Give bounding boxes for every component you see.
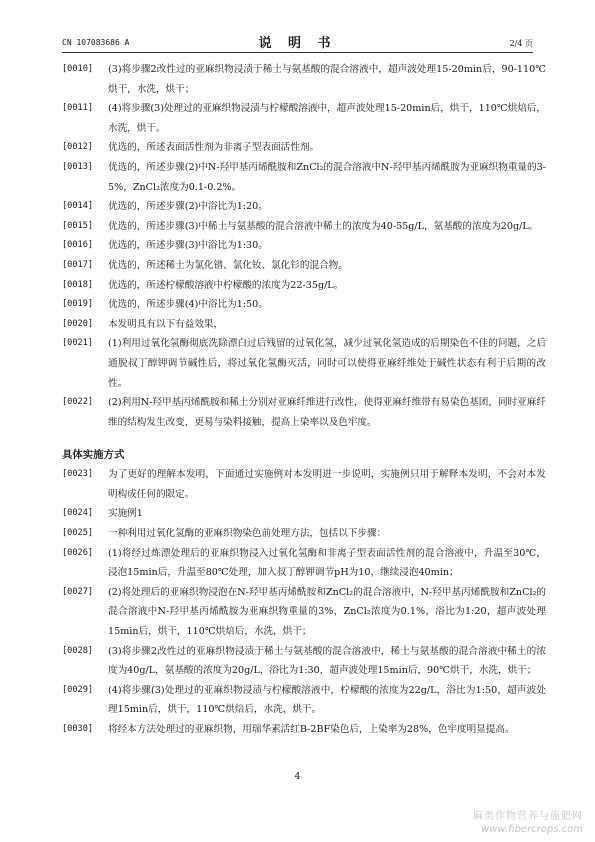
paragraph-number: [0029] (62, 684, 94, 695)
paragraph-number: [0023] (62, 469, 94, 480)
paragraph-text: 优选的，所述表面活性剂为非离子型表面活性剂。 (108, 142, 320, 154)
paragraph (62, 315, 546, 335)
paragraph-number: [0022] (62, 397, 94, 408)
paragraph (62, 276, 546, 296)
paragraph (62, 256, 546, 276)
paragraph-text: 优选的，所述步骤(3)中浴比为1:30。 (108, 240, 268, 252)
paragraph-number: [0011] (62, 103, 94, 114)
page-number: 4 (294, 772, 301, 782)
page-header (62, 32, 533, 53)
paragraph-number: [0016] (62, 240, 94, 251)
paragraph-text: (2)将处理后的亚麻织物浸泡在N-羟甲基丙烯酰胺和ZnCl₂的混合溶液中，N-羟甲基丙烯酰胺和ZnCl₂的混合溶液中N-羟甲基丙烯酰胺为亚麻织物重量的3%，ZnCl₂浓度为0.1%，浴比为1:20，超声波处理15min后，烘干，110℃烘焙后，水洗，烘干； (108, 586, 546, 638)
paragraph-text: (4)将步骤(3)处理过的亚麻织物浸渍与柠檬酸溶液中，超声波处理15-20min后，烘干，110℃烘焙后，水洗，烘干。 (108, 103, 547, 134)
watermark-site-name: 麻类作物营养与施肥网 (473, 811, 583, 822)
paragraph (62, 158, 546, 197)
paragraph (62, 236, 546, 256)
paragraph-text: (2)利用N-羟甲基丙烯酰胺和稀土分别对亚麻纤维进行改性，使得亚麻纤维带有易染色基团，同时亚麻纤维的结构发生改变，更易与染料接触，提高上染率以及色牢度。 (108, 397, 546, 428)
section-title: 具体实施方式 (62, 449, 125, 462)
paragraph (62, 642, 546, 681)
paragraph-number: [0018] (62, 279, 94, 290)
paragraph-text: 优选的，所述步骤(3)中稀土与氨基酸的混合溶液中稀土的浓度为40-55g/L，氨基酸的浓度为20g/L。 (108, 220, 539, 232)
paragraph-number: [0017] (62, 259, 94, 270)
paragraph (62, 504, 546, 524)
paragraph-text: 本发明具有以下有益效果， (108, 318, 224, 330)
paragraph (62, 197, 546, 217)
paragraph-text: 实施例1 (108, 508, 143, 520)
paragraph-text: (3)将步骤2改性过的亚麻织物浸渍于稀土与氨基酸的混合溶液中，稀土与氨基酸的混合溶液中稀土的浓度为40g/L，氨基酸的浓度为20g/L，浴比为1:30，超声波处理15min后，90℃烘干，水洗，烘干； (108, 645, 546, 677)
paragraph-number: [0024] (62, 508, 94, 519)
paragraph-number: [0010] (62, 64, 94, 74)
paragraph-number: [0012] (62, 142, 94, 153)
paragraph (62, 393, 546, 432)
paragraph (62, 217, 546, 237)
watermark (473, 810, 583, 836)
watermark-url: www.fibercrops.com (481, 824, 583, 835)
paragraph-text: 一种利用过氧化氢酶的亚麻织物染色前处理方法，包括以下步骤： (108, 528, 387, 540)
paragraph-text: 优选的，所述稀土为氯化镨、氯化钕、氯化钐的混合物。 (108, 259, 348, 271)
page-info: 2/4 页 (509, 39, 533, 48)
document-type-title: 说 明 书 (258, 36, 337, 51)
paragraph-list-bottom (62, 465, 546, 739)
paragraph-text: 优选的，所述步骤(2)中浴比为1:20。 (108, 201, 268, 213)
paragraph-number: [0013] (62, 161, 94, 172)
paragraph (62, 138, 546, 158)
paragraph-number: [0021] (62, 338, 94, 349)
paragraph-text: 优选的，所述步骤(2)中N-羟甲基丙烯酰胺和ZnCl₂的混合溶液中N-羟甲基丙烯酰胺为亚麻织物重量的3-5%，ZnCl₂浓度为0.1-0.2%。 (108, 161, 546, 193)
paragraph-list-top (62, 60, 546, 432)
document-body (62, 60, 546, 740)
paragraph-text: 优选的，所述步骤(4)中浴比为1:50。 (108, 299, 268, 311)
paragraph-text: (1)利用过氧化氢酶彻底洗除漂白过后残留的过氧化氢，减少过氧化氢造成的后期染色不佳的问题，之后通脱叔丁醇钾调节碱性后，将过氧化氢酶灭活，同时可以使得亚麻纤维处于碱性状态有利于后期的改性。 (108, 338, 546, 389)
paragraph-number: [0026] (62, 547, 94, 558)
paragraph-text: (4)将步骤(3)处理过的亚麻织物浸渍与柠檬酸溶液中，柠檬酸的浓度为22g/L，浴比为1:50，超声波处理15min后，烘干，110℃烘焙后，水洗，烘干。 (108, 684, 546, 716)
paragraph-number: [0025] (62, 528, 94, 539)
paragraph (62, 60, 546, 99)
paragraph (62, 524, 546, 544)
paragraph-number: [0014] (62, 201, 94, 212)
paragraph (62, 720, 546, 740)
paragraph-text: (3)将步骤2改性过的亚麻织物浸渍于稀土与氨基酸的混合溶液中，超声波处理15-20min后，90-110℃烘干，水洗，烘干； (108, 64, 546, 95)
paragraph-number: [0027] (62, 586, 94, 597)
paragraph-number: [0030] (62, 724, 94, 734)
paragraph (62, 465, 546, 504)
paragraph (62, 334, 546, 393)
paragraph-number: [0028] (62, 645, 94, 656)
paragraph (62, 681, 546, 720)
paragraph (62, 295, 546, 315)
paragraph (62, 544, 546, 583)
paragraph-number: [0020] (62, 318, 94, 329)
paragraph-text: 为了更好的理解本发明，下面通过实施例对本发明进一步说明，实施例只用于解释本发明，不会对本发明构成任何的限定。 (108, 469, 546, 500)
paragraph-text: (1)将经过炼漂处理后的亚麻织物浸入过氧化氢酶和非离子型表面活性剂的混合溶液中，升温至30℃，浸泡15min后，升温至80℃处理，加入叔丁醇钾调节pH为10，继续浸泡40min； (108, 547, 546, 579)
paragraph-number: [0019] (62, 299, 94, 310)
paragraph (62, 583, 546, 642)
paragraph (62, 99, 546, 138)
paragraph-text: 将经本方法处理过的亚麻织物，用瑞华素活红B-2BF染色后，上染率为28%，色牢度明显提高。 (108, 724, 515, 735)
paragraph-text: 优选的，所述柠檬酸溶液中柠檬酸的浓度为22-35g/L。 (108, 279, 344, 291)
paragraph-number: [0015] (62, 220, 94, 231)
publication-number: CN 107083686 A (62, 38, 130, 47)
